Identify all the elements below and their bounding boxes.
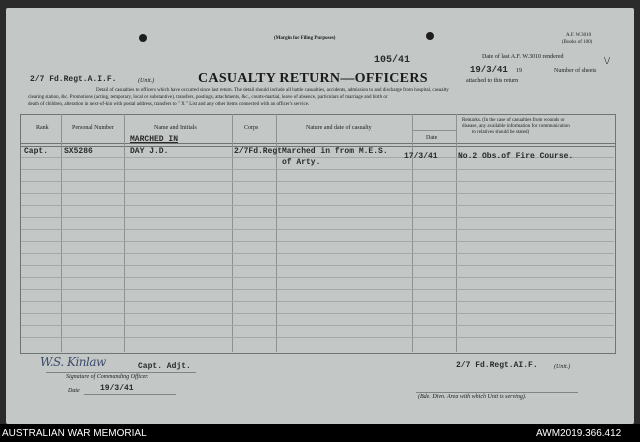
footer-accession-number: AWM2019.366.412 bbox=[536, 428, 622, 439]
casualty-return-form bbox=[6, 8, 634, 424]
entry-remarks: No.2 Obs.of Fire Course. bbox=[458, 152, 574, 161]
instructions-line-3: death of children, alteration in next-of-kin with postal address, transfers to " X " List and any other items connected with an officer's service. bbox=[28, 102, 310, 107]
attached-label: attached to this return bbox=[466, 78, 519, 84]
year-text: 19 bbox=[516, 68, 522, 74]
date-last-label: Date of last A.F. W.3010 rendered bbox=[482, 54, 564, 60]
form-code: A.F. W.3010 bbox=[566, 33, 592, 38]
column-header-remarks-1: Remarks. (In the case of casualties from wounds or bbox=[462, 118, 565, 123]
form-title: CASUALTY RETURN—OFFICERS bbox=[198, 71, 428, 86]
punch-hole-left bbox=[139, 34, 147, 42]
entry-nature-line-2: of Arty. bbox=[282, 158, 321, 167]
entry-corps: 2/7Fd.Regt bbox=[234, 147, 283, 156]
date-last-value: 19/3/41 bbox=[470, 65, 508, 75]
column-header-remarks-3: to relatives should be stated) bbox=[472, 130, 530, 135]
handwritten-signature: W.S. Kinlaw bbox=[40, 355, 106, 369]
instructions-line-1: Detail of casualties to officers which have occurred since last return. The detail should include all battle casualties, accidents, admission to and discharge from hospital, casualty bbox=[96, 88, 449, 93]
date-label: Date bbox=[68, 388, 80, 394]
entry-rank: Capt. bbox=[24, 147, 49, 156]
margin-note: (Margin for Filing Purposes) bbox=[274, 36, 336, 41]
entry-personal-number: SX5286 bbox=[64, 147, 93, 156]
marched-in-heading: MARCHED IN bbox=[130, 135, 179, 144]
entry-date: 17/3/41 bbox=[404, 152, 438, 161]
bde-label: (Bde. Divn. Area with which Unit is serving). bbox=[418, 394, 527, 400]
signature-date: 19/3/41 bbox=[100, 384, 134, 393]
footer-institution: AUSTRALIAN WAR MEMORIAL bbox=[2, 428, 147, 439]
column-header-corps: Corps bbox=[244, 125, 259, 131]
punch-hole-right bbox=[426, 32, 434, 40]
sheets-label: Number of sheets bbox=[554, 68, 597, 74]
signature-caption: Signature of Commanding Officer. bbox=[66, 374, 149, 380]
unit-label: (Unit.) bbox=[138, 78, 155, 84]
tick-mark: \/ bbox=[604, 55, 611, 67]
column-header-name: Name and Initials bbox=[154, 125, 197, 131]
column-header-date: Date bbox=[426, 135, 438, 141]
unit-value: 2/7 Fd.Regt.A.I.F. bbox=[30, 75, 117, 84]
column-header-rank: Rank bbox=[36, 125, 49, 131]
entry-nature-line-1: Marched in from M.E.S. bbox=[282, 147, 388, 156]
archive-footer bbox=[0, 424, 640, 442]
bottom-unit-label: (Unit.) bbox=[554, 364, 571, 370]
reference-number: 105/41 bbox=[374, 55, 411, 66]
entry-name: DAY J.D. bbox=[130, 147, 169, 156]
bottom-unit-value: 2/7 Fd.Regt.AI.F. bbox=[456, 361, 538, 370]
signature-rank: Capt. Adjt. bbox=[138, 362, 191, 371]
column-header-nature: Nature and date of casualty bbox=[306, 125, 372, 131]
instructions-line-2: clearing station, &c. Promotions (acting, temporary, local or substantive), transfers, postings, attachments, &c., courts-martial, leave of absence, particulars of marriage and birth or bbox=[28, 95, 388, 100]
column-header-remarks-2: disease, any available information for communication bbox=[462, 124, 570, 129]
books-note: (Books of 100) bbox=[562, 40, 593, 45]
column-header-personal-number: Personal Number bbox=[72, 125, 114, 131]
